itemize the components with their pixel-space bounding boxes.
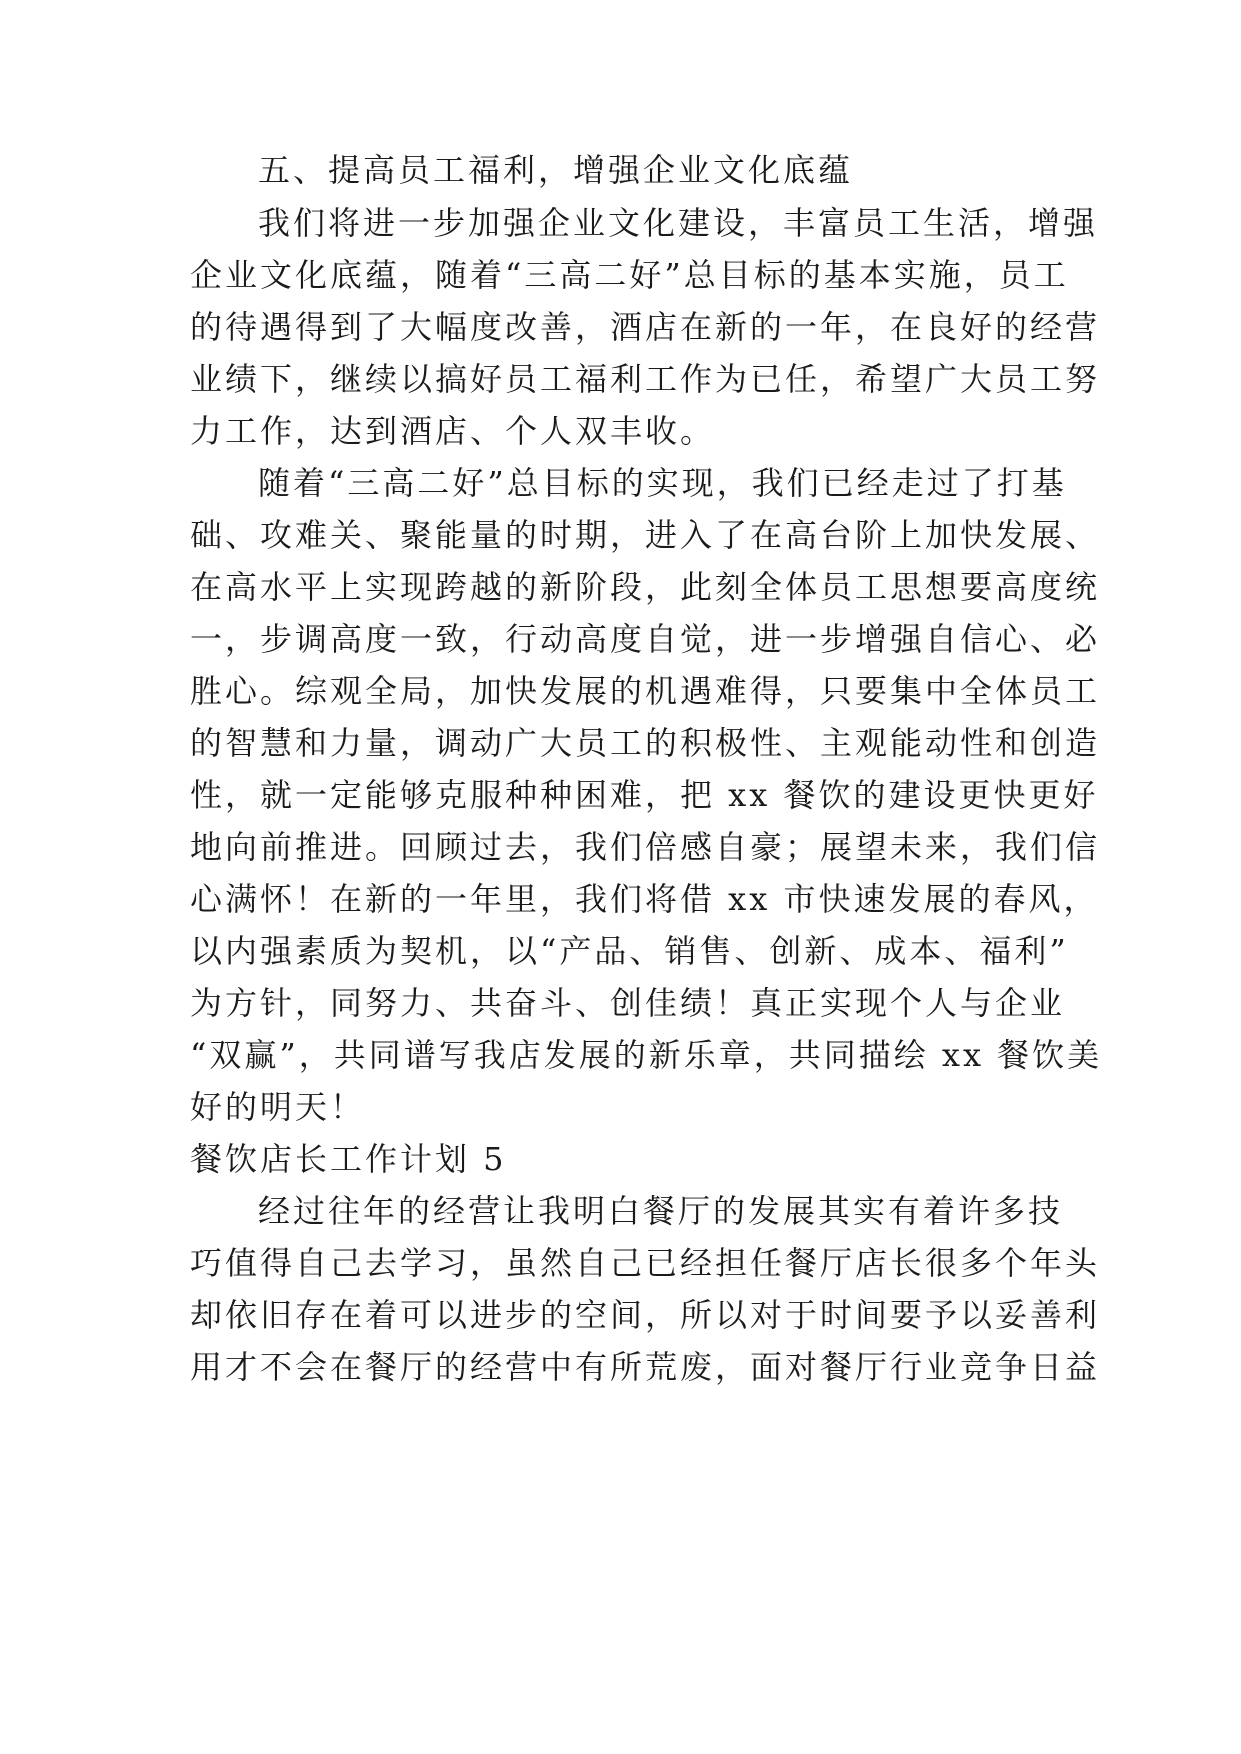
paragraph-line: 业绩下，继续以搞好员工福利工作为已任，希望广大员工努	[190, 360, 1101, 398]
paragraph-line: 以内强素质为契机，以“产品、销售、创新、成本、福利”	[190, 932, 1069, 970]
paragraph-line: 我们将进一步加强企业文化建设，丰富员工生活，增强	[258, 204, 1099, 242]
paragraph-line: 一，步调高度一致，行动高度自觉，进一步增强自信心、必	[190, 620, 1101, 658]
section-heading: 五、提高员工福利，增强企业文化底蕴	[258, 151, 854, 189]
paragraph-line: 好的明天！	[190, 1088, 366, 1126]
paragraph-line: 却依旧存在着可以进步的空间，所以对于时间要予以妥善利	[190, 1296, 1101, 1334]
paragraph-line: 性，就一定能够克服种种困难，把 xx 餐饮的建设更快更好	[190, 776, 1099, 814]
paragraph-line: 的待遇得到了大幅度改善，酒店在新的一年，在良好的经营	[190, 308, 1101, 346]
paragraph-line: 随着“三高二好”总目标的实现，我们已经走过了打基	[258, 464, 1067, 502]
paragraph-line: “双赢”，共同谱写我店发展的新乐章，共同描绘 xx 餐饮美	[190, 1036, 1103, 1074]
paragraph-line: 巧值得自己去学习，虽然自己已经担任餐厅店长很多个年头	[190, 1244, 1101, 1282]
paragraph-line: 经过往年的经营让我明白餐厅的发展其实有着许多技	[258, 1192, 1064, 1230]
paragraph-line: 力工作，达到酒店、个人双丰收。	[190, 412, 716, 450]
section-title: 餐饮店长工作计划 5	[190, 1140, 507, 1178]
paragraph-line: 在高水平上实现跨越的新阶段，此刻全体员工思想要高度统	[190, 568, 1101, 606]
paragraph-line: 的智慧和力量，调动广大员工的积极性、主观能动性和创造	[190, 724, 1101, 762]
paragraph-line: 企业文化底蕴，随着“三高二好”总目标的基本实施，员工	[190, 256, 1069, 294]
paragraph-line: 用才不会在餐厅的经营中有所荒废，面对餐厅行业竞争日益	[190, 1348, 1101, 1386]
paragraph-line: 础、攻难关、聚能量的时期，进入了在高台阶上加快发展、	[190, 516, 1101, 554]
paragraph-line: 地向前推进。回顾过去，我们倍感自豪；展望未来，我们信	[190, 828, 1101, 866]
paragraph-line: 心满怀！在新的一年里，我们将借 xx 市快速发展的春风，	[190, 880, 1099, 918]
paragraph-line: 为方针，同努力、共奋斗、创佳绩！真正实现个人与企业	[190, 984, 1066, 1022]
paragraph-line: 胜心。综观全局，加快发展的机遇难得，只要集中全体员工	[190, 672, 1101, 710]
